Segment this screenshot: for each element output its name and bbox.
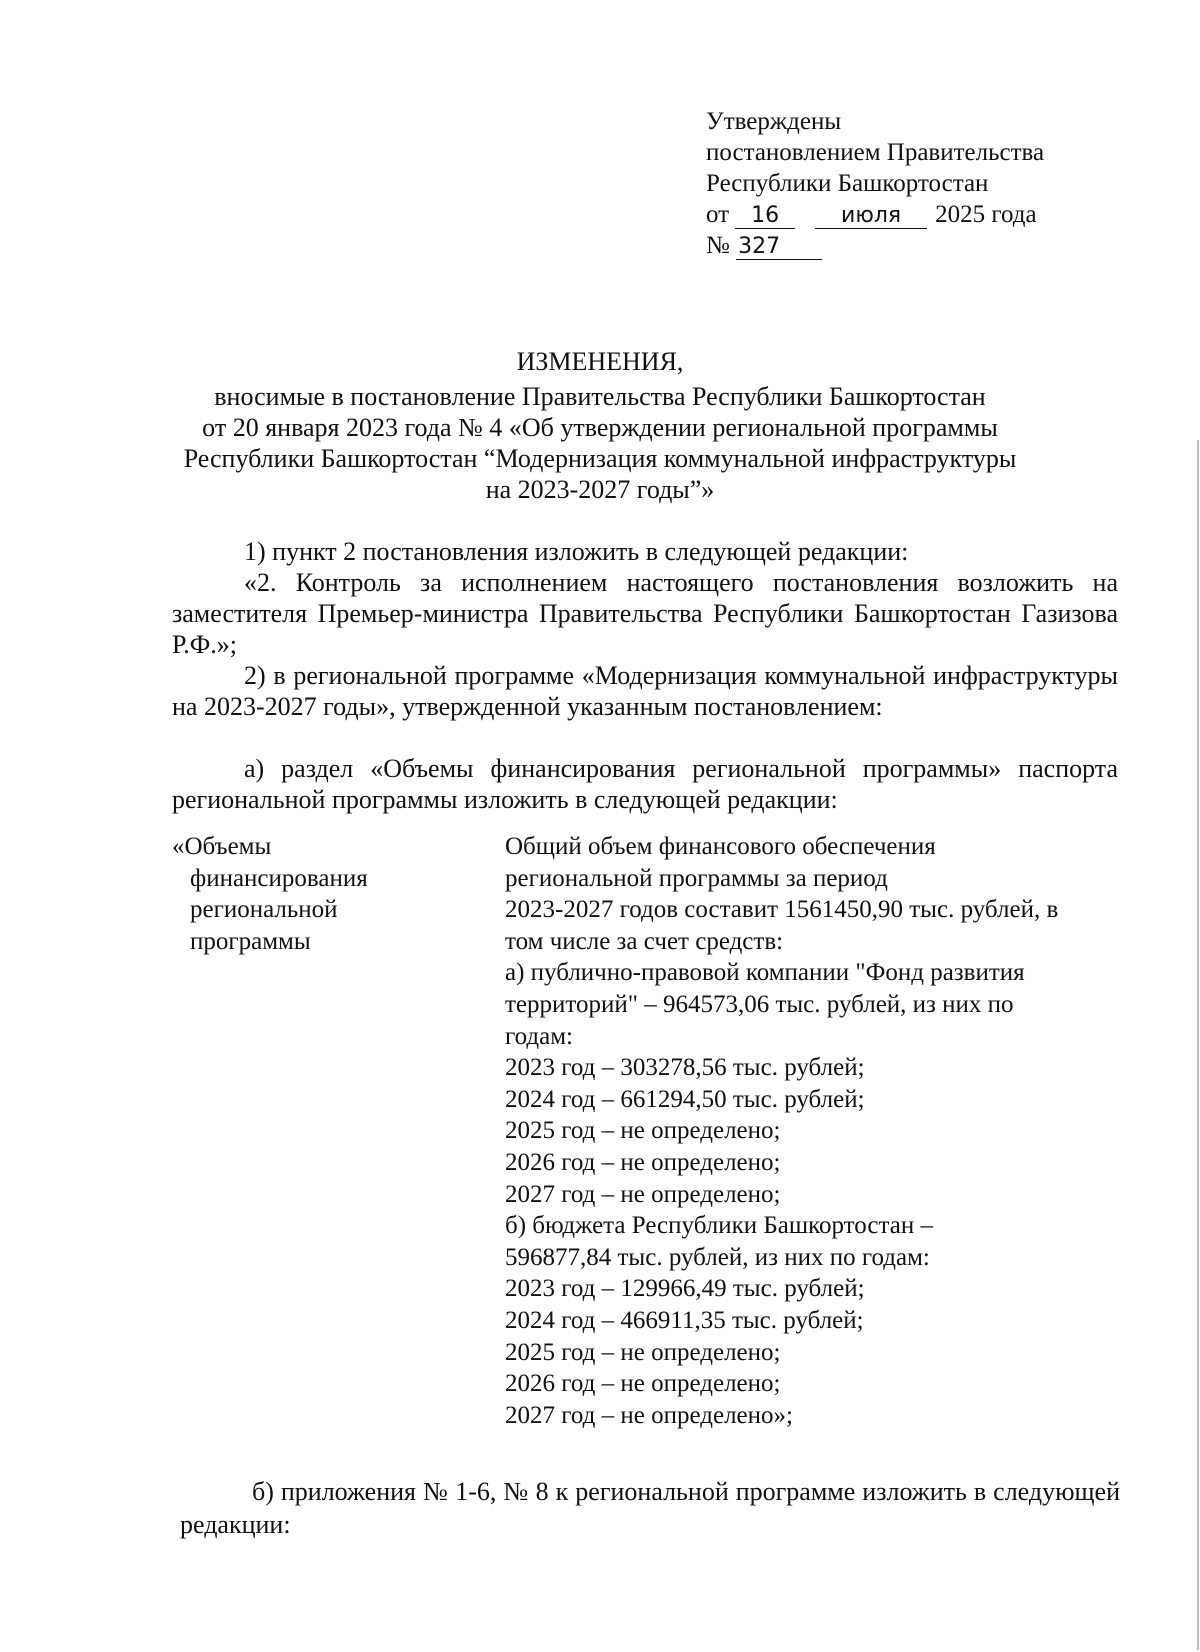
right-line: региональной программы за период <box>505 864 888 892</box>
right-line: 2023 год – 303278,56 тыс. рублей; <box>505 1054 865 1082</box>
body-item-2b <box>180 1475 1120 1541</box>
number-prefix: № <box>706 232 730 259</box>
right-line: том числе за счет средств: <box>505 927 784 955</box>
title-line-2: от 20 января 2023 года № 4 «Об утверждении региональной программы <box>202 413 998 442</box>
body-item-1 <box>172 536 1118 567</box>
paragraph-item-1-text: «2. Контроль за исполнением настоящего постановления возложить на заместителя Премьер-министра Правительства Республики Башкортостан Газизова Р.Ф.»; <box>172 568 1118 659</box>
left-line: финансирования <box>190 864 368 892</box>
right-line: 2027 год – не определено»; <box>505 1401 793 1429</box>
title-line-1: вносимые в постановление Правительства Республики Башкортостан <box>214 382 986 411</box>
paragraph-item-2a: а) раздел «Объемы финансирования региональной программы» паспорта региональной программы изложить в следующей редакции: <box>172 754 1118 814</box>
table-right-column <box>505 831 1135 1431</box>
right-line: 2025 год – не определено; <box>505 1338 781 1366</box>
right-line: б) бюджета Республики Башкортостан – <box>505 1212 933 1240</box>
scan-edge-mark <box>1197 440 1199 1650</box>
date-day-field: 16 <box>735 204 795 229</box>
right-line: 2024 год – 466911,35 тыс. рублей; <box>505 1306 864 1334</box>
approval-line-1: Утверждены <box>706 108 842 135</box>
number-field: 327 <box>736 235 822 260</box>
approval-line-2: постановлением Правительства <box>706 139 1045 166</box>
right-line: 2026 год – не определено; <box>505 1370 781 1398</box>
right-line: 2026 год – не определено; <box>505 1148 781 1176</box>
right-line: территорий" – 964573,06 тыс. рублей, из них по <box>505 990 1014 1018</box>
document-title <box>150 346 1050 505</box>
body-item-2 <box>172 660 1118 722</box>
left-line: «Объемы <box>172 833 272 860</box>
right-line: 2024 год – 661294,50 тыс. рублей; <box>505 1085 865 1113</box>
right-line: Общий объем финансового обеспечения <box>505 833 936 860</box>
paragraph-item-2: 2) в региональной программе «Модернизация коммунальной инфраструктуры на 2023-2027 годы», утвержденной указанным постановлением: <box>172 661 1118 721</box>
paragraph-item-1: 1) пункт 2 постановления изложить в следующей редакции: <box>244 537 909 566</box>
right-line: 596877,84 тыс. рублей, из них по годам: <box>505 1243 930 1271</box>
date-year: 2025 года <box>935 201 1037 228</box>
body-item-2a <box>172 753 1118 815</box>
right-line: 2027 год – не определено; <box>505 1180 781 1208</box>
approval-block <box>706 106 1044 261</box>
approval-number-line <box>706 230 1044 261</box>
date-month-field: июля <box>815 204 927 229</box>
title-heading: ИЗМЕНЕНИЯ, <box>516 347 684 376</box>
approval-date-line <box>706 199 1044 230</box>
approval-line-3: Республики Башкортостан <box>706 170 989 197</box>
title-line-4: на 2023-2027 годы”» <box>485 475 715 504</box>
right-line: 2023-2027 годов составит 1561450,90 тыс. рублей, в <box>505 896 1059 924</box>
right-line: годам: <box>505 1022 573 1050</box>
right-line: 2023 год – 129966,49 тыс. рублей; <box>505 1275 865 1303</box>
table-left-column <box>172 831 492 957</box>
date-prefix: от <box>706 201 730 228</box>
paragraph-item-2b: б) приложения № 1-6, № 8 к региональной программе изложить в следующей редакции: <box>180 1477 1120 1539</box>
left-line: программы <box>190 927 311 955</box>
right-line: а) публично-правовой компании "Фонд развития <box>505 959 1025 987</box>
body-item-1-text <box>172 567 1118 660</box>
right-line: 2025 год – не определено; <box>505 1117 781 1145</box>
title-line-3: Республики Башкортостан “Модернизация коммунальной инфраструктуры <box>183 444 1017 473</box>
left-line: региональной <box>190 896 338 924</box>
